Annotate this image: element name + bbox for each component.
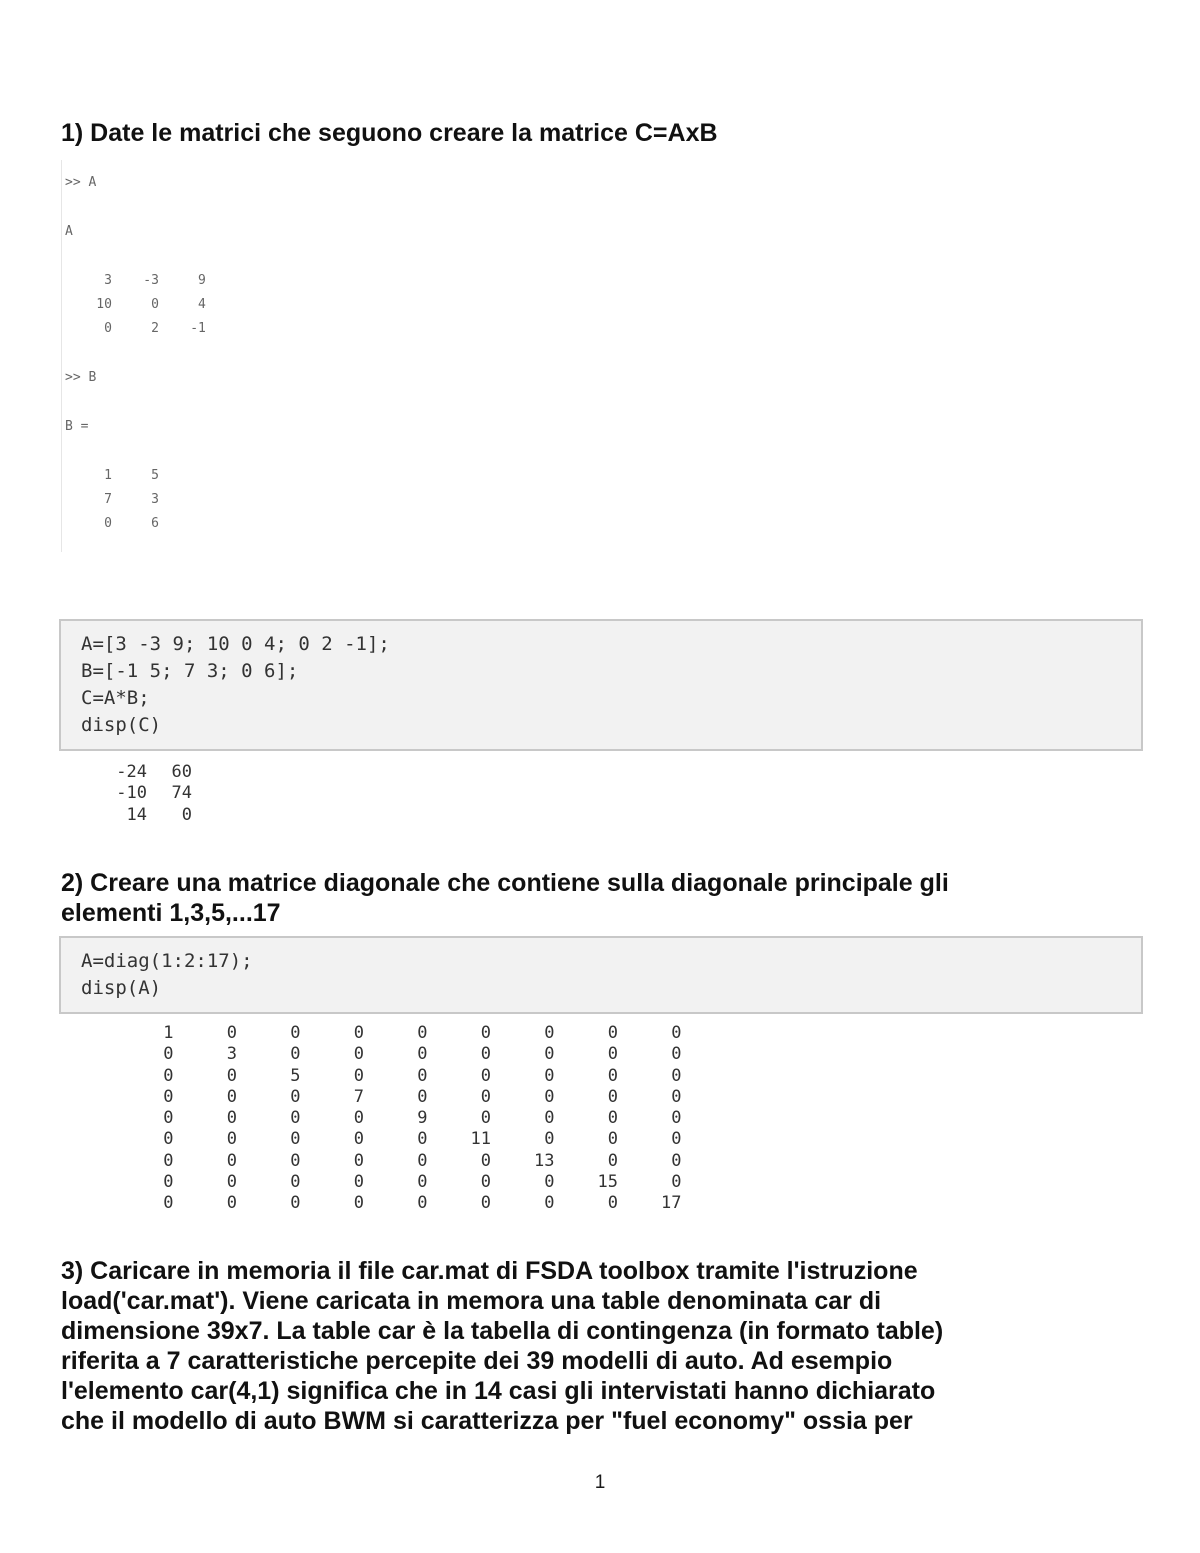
screenshot-line: 1 5 — [65, 468, 159, 483]
section-2-heading-line: elementi 1,3,5,...17 — [61, 899, 281, 927]
code-block-2 — [59, 936, 1143, 1014]
matrix-cell: 0 — [226, 1065, 237, 1086]
screenshot-line: 10 0 4 — [65, 297, 206, 312]
matrix-cell: 1 — [163, 1023, 174, 1043]
matrix-cell: 0 — [290, 1023, 301, 1043]
matrix-cell: 0 — [480, 1065, 491, 1086]
matrix-cell: -24 — [116, 762, 147, 782]
matrix-cell: 0 — [607, 1023, 618, 1043]
matrix-cell: 0 — [417, 1065, 428, 1086]
matrix-cell: 0 — [290, 1129, 301, 1150]
matrix-cell: 0 — [544, 1108, 555, 1129]
matrix-cell: 0 — [671, 1108, 682, 1129]
matrix-cell: 5 — [290, 1065, 301, 1086]
matrix-row — [110, 1044, 682, 1065]
matrix-cell: 0 — [480, 1108, 491, 1129]
matrix-cell: 0 — [353, 1129, 364, 1150]
matrix-cell: 0 — [226, 1108, 237, 1129]
matrix-row — [102, 783, 192, 804]
page-number: 1 — [594, 1472, 606, 1493]
matrix-cell: 0 — [607, 1193, 618, 1214]
matrix-cell: 0 — [671, 1023, 682, 1043]
matrix-cell: 0 — [544, 1065, 555, 1086]
matlab-screenshot — [61, 160, 462, 552]
section-3-line: 3) Caricare in memoria il file car.mat di FSDA toolbox tramite l'istruzione — [61, 1257, 918, 1285]
code-line: disp(C) — [81, 714, 162, 736]
matrix-cell: 0 — [290, 1086, 301, 1107]
matrix-cell: 0 — [607, 1044, 618, 1065]
matrix-cell: 0 — [290, 1044, 301, 1065]
screenshot-line: 0 6 — [65, 516, 159, 531]
matrix-cell: 0 — [226, 1129, 237, 1150]
section-3-paragraph — [61, 1256, 1146, 1436]
matrix-row — [110, 1108, 682, 1129]
matrix-cell: 0 — [290, 1108, 301, 1129]
code-line: B=[-1 5; 7 3; 0 6]; — [81, 660, 299, 682]
screenshot-line: B = — [65, 419, 89, 434]
matrix-cell: 17 — [661, 1193, 682, 1214]
screenshot-line: 3 -3 9 — [65, 273, 206, 288]
output-matrix-c — [102, 762, 192, 826]
matrix-cell: 0 — [163, 1150, 174, 1171]
matrix-cell: 0 — [163, 1065, 174, 1086]
section-2-heading — [61, 868, 1146, 928]
matrix-cell: 0 — [163, 1086, 174, 1107]
code-line: A=diag(1:2:17); — [81, 950, 253, 972]
matrix-cell: 0 — [417, 1044, 428, 1065]
matrix-cell: 0 — [671, 1044, 682, 1065]
matrix-cell: 0 — [480, 1086, 491, 1107]
matrix-row — [110, 1193, 682, 1214]
matrix-cell: 0 — [671, 1086, 682, 1107]
matrix-cell: 0 — [353, 1023, 364, 1043]
matrix-cell: 0 — [163, 1044, 174, 1065]
code-line: C=A*B; — [81, 687, 150, 709]
matrix-cell: 0 — [607, 1065, 618, 1086]
matrix-cell: 9 — [417, 1108, 428, 1129]
matrix-cell: 0 — [226, 1172, 237, 1193]
matrix-row — [102, 762, 192, 783]
matrix-row — [110, 1172, 682, 1193]
section-3-line: dimensione 39x7. La table car è la tabella di contingenza (in formato table) — [61, 1317, 944, 1345]
screenshot-line: A — [65, 224, 73, 239]
matrix-cell: 0 — [226, 1150, 237, 1171]
matrix-cell: 0 — [544, 1172, 555, 1193]
code-line: disp(A) — [81, 977, 162, 999]
matrix-cell: 0 — [163, 1129, 174, 1150]
matrix-row — [102, 805, 192, 826]
matrix-cell: -10 — [116, 783, 147, 804]
matrix-cell: 0 — [163, 1193, 174, 1214]
code-block-1 — [59, 619, 1143, 751]
matrix-cell: 0 — [544, 1193, 555, 1214]
matrix-cell: 0 — [163, 1172, 174, 1193]
matrix-cell: 0 — [607, 1150, 618, 1171]
section-1-heading: 1) Date le matrici che seguono creare la matrice C=AxB — [61, 119, 718, 147]
matrix-cell: 0 — [290, 1193, 301, 1214]
matrix-cell: 0 — [671, 1150, 682, 1171]
matrix-cell: 0 — [353, 1108, 364, 1129]
matrix-cell: 0 — [353, 1150, 364, 1171]
matrix-cell: 0 — [181, 804, 192, 825]
section-3-line: che il modello di auto BWM si caratterizza per "fuel economy" ossia per — [61, 1407, 913, 1435]
matrix-cell: 11 — [470, 1129, 491, 1150]
matrix-row — [110, 1023, 682, 1044]
screenshot-line: 7 3 — [65, 492, 159, 507]
matrix-cell: 0 — [671, 1065, 682, 1086]
matrix-cell: 0 — [353, 1065, 364, 1086]
matrix-cell: 60 — [171, 762, 192, 782]
output-matrix-a — [110, 1023, 682, 1215]
matrix-cell: 14 — [126, 804, 147, 825]
matrix-cell: 0 — [226, 1023, 237, 1043]
section-2-heading-line: 2) Creare una matrice diagonale che contiene sulla diagonale principale gli — [61, 869, 949, 897]
matrix-cell: 0 — [290, 1150, 301, 1171]
matrix-cell: 0 — [417, 1023, 428, 1043]
matrix-row — [110, 1087, 682, 1108]
matrix-cell: 74 — [171, 783, 192, 804]
matrix-cell: 0 — [417, 1172, 428, 1193]
matrix-cell: 0 — [417, 1129, 428, 1150]
matrix-cell: 0 — [353, 1044, 364, 1065]
matrix-cell: 0 — [417, 1150, 428, 1171]
matrix-row — [110, 1129, 682, 1150]
matrix-cell: 0 — [290, 1172, 301, 1193]
matrix-cell: 0 — [480, 1044, 491, 1065]
matrix-cell: 0 — [226, 1193, 237, 1214]
screenshot-line: >> B — [65, 370, 97, 385]
code-line: A=[3 -3 9; 10 0 4; 0 2 -1]; — [81, 633, 390, 655]
section-3-line: riferita a 7 caratteristiche percepite dei 39 modelli di auto. Ad esempio — [61, 1347, 893, 1375]
section-3-line: l'elemento car(4,1) significa che in 14 casi gli intervistati hanno dichiarato — [61, 1377, 936, 1405]
matrix-cell: 0 — [480, 1193, 491, 1214]
matrix-cell: 0 — [163, 1108, 174, 1129]
matrix-cell: 0 — [544, 1086, 555, 1107]
matrix-cell: 0 — [353, 1193, 364, 1214]
matrix-cell: 0 — [671, 1129, 682, 1150]
matrix-cell: 0 — [480, 1172, 491, 1193]
matrix-cell: 0 — [607, 1086, 618, 1107]
matrix-cell: 15 — [597, 1172, 618, 1193]
matrix-cell: 13 — [534, 1150, 555, 1171]
matrix-cell: 0 — [544, 1044, 555, 1065]
matrix-row — [110, 1151, 682, 1172]
matrix-cell: 0 — [417, 1193, 428, 1214]
screenshot-line: 0 2 -1 — [65, 321, 206, 336]
matrix-cell: 0 — [607, 1108, 618, 1129]
matrix-cell: 0 — [353, 1172, 364, 1193]
section-3-line: load('car.mat'). Viene caricata in memora una table denominata car di — [61, 1287, 882, 1315]
matrix-cell: 7 — [353, 1086, 364, 1107]
matrix-cell: 0 — [544, 1129, 555, 1150]
matrix-row — [110, 1066, 682, 1087]
matrix-cell: 0 — [226, 1086, 237, 1107]
matrix-cell: 0 — [544, 1023, 555, 1043]
matrix-cell: 0 — [480, 1023, 491, 1043]
screenshot-line: >> A — [65, 175, 97, 190]
matrix-cell: 0 — [671, 1172, 682, 1193]
matrix-cell: 0 — [417, 1086, 428, 1107]
matrix-cell: 0 — [607, 1129, 618, 1150]
matrix-cell: 3 — [226, 1044, 237, 1065]
matrix-cell: 0 — [480, 1150, 491, 1171]
